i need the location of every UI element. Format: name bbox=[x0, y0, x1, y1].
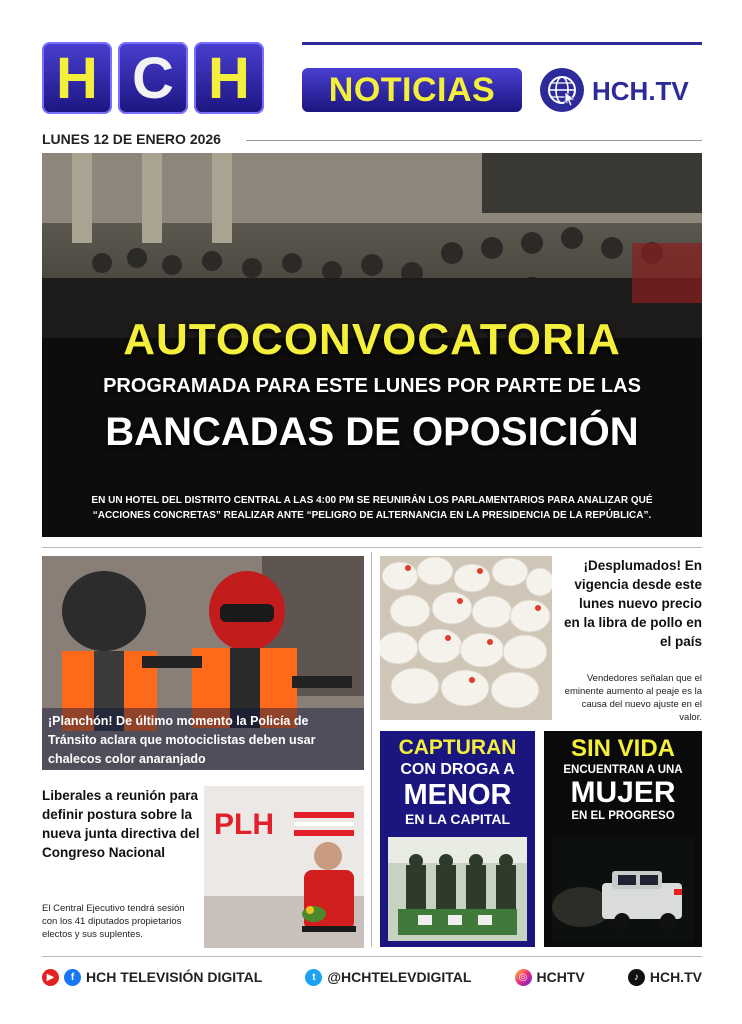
sinvida-line-2: ENCUENTRAN A UNA bbox=[563, 764, 683, 776]
main-title: AUTOCONVOCATORIA bbox=[123, 315, 621, 364]
arrest-photo bbox=[388, 837, 527, 941]
twitter-link[interactable] bbox=[305, 969, 471, 986]
noticias-banner: NOTICIAS bbox=[302, 68, 522, 112]
date-divider bbox=[246, 140, 702, 141]
logo-letter-h2: H bbox=[194, 42, 264, 114]
twitter-icon: t bbox=[305, 969, 322, 986]
main-lead-line-1: EN UN HOTEL DEL DISTRITO CENTRAL A LAS 4:00 PM SE REUNIRÁN LOS PARLAMENTARIOS PARA ANALIZAR QUÉ bbox=[91, 495, 653, 506]
sinvida-line-4: EN EL PROGRESO bbox=[571, 810, 675, 822]
main-lead-line-2: “ACCIONES CONCRETAS” REALIZAR ANTE “PELIGRO DE ALTERNANCIA EN LA PRESIDENCIA DE LA REPÚBLICA”. bbox=[92, 510, 652, 521]
tiktok-handle: HCH.TV bbox=[649, 969, 702, 985]
header-divider bbox=[302, 42, 702, 45]
pollo-summary: Vendedores señalan que el eminente aumento al peaje es la causa del nuevo ajuste en el valor. bbox=[564, 673, 702, 723]
sinvida-line-3: MUJER bbox=[570, 776, 676, 809]
capturan-line-3: MENOR bbox=[403, 779, 512, 811]
moto-caption: ¡Planchón! De último momento la Policía de Tránsito aclara que motociclistas deben usar chalecos color anaranjado bbox=[42, 708, 364, 770]
capturan-line-2: CON DROGA A bbox=[400, 761, 515, 778]
plh-photo[interactable] bbox=[204, 786, 364, 948]
site-name[interactable]: HCH.TV bbox=[592, 76, 689, 106]
facebook-link[interactable] bbox=[42, 969, 262, 986]
facebook-handle: HCH TELEVISIÓN DIGITAL bbox=[86, 969, 263, 985]
main-lead bbox=[62, 493, 682, 523]
liberales-headline[interactable]: Liberales a reunión para definir postura sobre la nueva junta directiva del Congreso Nacional bbox=[42, 788, 200, 860]
logo-letter-h1: H bbox=[42, 42, 112, 114]
twitter-handle: @HCHTELEVDIGITAL bbox=[327, 969, 472, 985]
police-truck-photo bbox=[552, 837, 694, 941]
capturan-story[interactable] bbox=[380, 731, 535, 947]
main-headline: BANCADAS DE OPOSICIÓN bbox=[105, 410, 639, 454]
youtube-icon: ▶ bbox=[42, 969, 59, 986]
edition-date: LUNES 12 DE ENERO 2026 bbox=[42, 131, 221, 147]
hch-logo[interactable] bbox=[42, 42, 264, 114]
capturan-line-4: EN LA CAPITAL bbox=[405, 811, 510, 827]
tiktok-link[interactable] bbox=[628, 969, 702, 986]
sinvida-story[interactable] bbox=[544, 731, 702, 947]
main-subtitle: PROGRAMADA PARA ESTE LUNES POR PARTE DE LAS bbox=[103, 375, 641, 397]
instagram-link[interactable] bbox=[515, 969, 585, 986]
moto-story[interactable] bbox=[42, 556, 364, 770]
sinvida-line-1: SIN VIDA bbox=[570, 735, 675, 762]
tiktok-icon: ♪ bbox=[628, 969, 645, 986]
pollo-headline[interactable]: ¡Desplumados! En vigencia desde este lunes nuevo precio en la libra de pollo en el país bbox=[563, 558, 702, 649]
section-divider bbox=[42, 547, 702, 548]
plh-sign: PLH bbox=[214, 808, 274, 841]
capturan-line-1: CAPTURAN bbox=[398, 736, 517, 759]
instagram-icon: ◎ bbox=[515, 969, 532, 986]
main-story[interactable] bbox=[42, 153, 702, 537]
chicken-photo[interactable] bbox=[380, 556, 552, 720]
instagram-handle: HCHTV bbox=[536, 969, 585, 985]
column-divider bbox=[371, 552, 372, 947]
social-footer bbox=[42, 966, 702, 988]
logo-letter-c: C bbox=[118, 42, 188, 114]
footer-divider bbox=[42, 956, 702, 957]
globe-cursor-icon bbox=[540, 68, 584, 112]
facebook-icon: f bbox=[64, 969, 81, 986]
liberales-summary: El Central Ejecutivo tendrá sesión con los 41 diputados propietarios electos y sus suplentes. bbox=[42, 903, 185, 940]
